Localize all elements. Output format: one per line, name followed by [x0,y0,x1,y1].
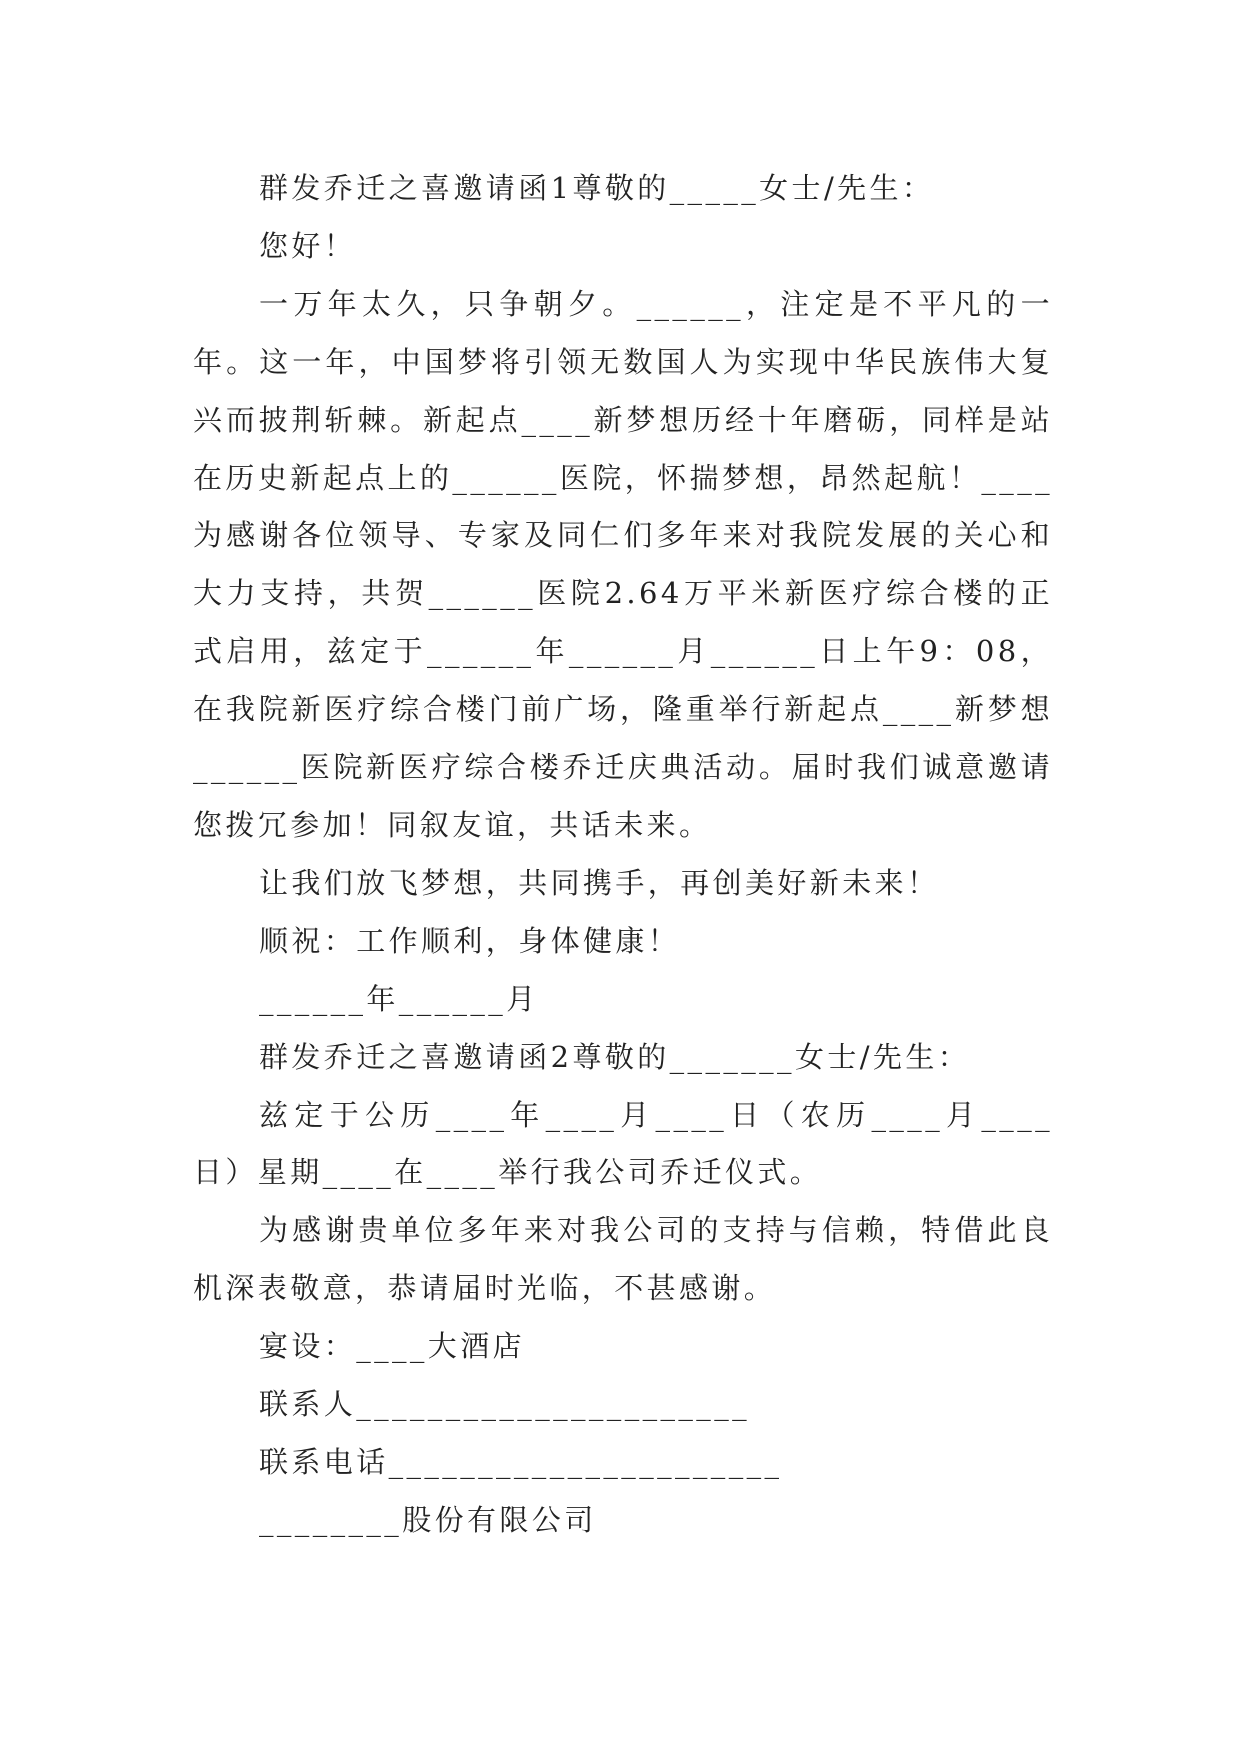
letter2-thanks: 为感谢贵单位多年来对我公司的支持与信赖，特借此良机深表敬意，恭请届时光临，不甚感谢。 [193,1213,1053,1306]
letter1-regards: 顺祝：工作顺利，身体健康！ [259,923,681,958]
letter2-company-signature: ________股份有限公司 [259,1502,597,1537]
document-body [193,160,1053,1550]
letter2-banquet: 宴设：____大酒店 [259,1329,526,1364]
letter2-date-venue: 兹定于公历____年____月____日（农历____月____日）星期____在____举行我公司乔迁仪式。 [193,1097,1053,1190]
letter2-heading: 群发乔迁之喜邀请函2尊敬的_______女士/先生： [259,1039,971,1074]
letter2-contact-phone: 联系电话______________________ [259,1444,783,1479]
letter2-contact-person: 联系人______________________ [259,1387,750,1422]
letter1-date-line: ______年______月 [259,981,539,1016]
letter1-heading: 群发乔迁之喜邀请函1尊敬的_____女士/先生： [259,171,935,205]
letter1-body: 一万年太久，只争朝夕。______，注定是不平凡的一年。这一年，中国梦将引领无数国人为实现中华民族伟大复兴而披荆斩棘。新起点____新梦想历经十年磨砺，同样是站在历史新起点上的______医院，怀揣梦想，昂然起航！____为感谢各位领导、专家及同仁们多年来对我院发展的关心和大力支持，共贺______医院2.64万平米新医疗综合楼的正式启用，兹定于______年______月______日上午9：08，在我院新医疗综合楼门前广场，隆重举行新起点____新梦想______医院新医疗综合楼乔迁庆典活动。届时我们诚意邀请您拨冗参加！同叙友谊，共话未来。 [193,286,1053,842]
letter1-closing-wish: 让我们放飞梦想，共同携手，再创美好新未来！ [259,865,940,900]
letter1-greeting: 您好！ [259,228,357,263]
